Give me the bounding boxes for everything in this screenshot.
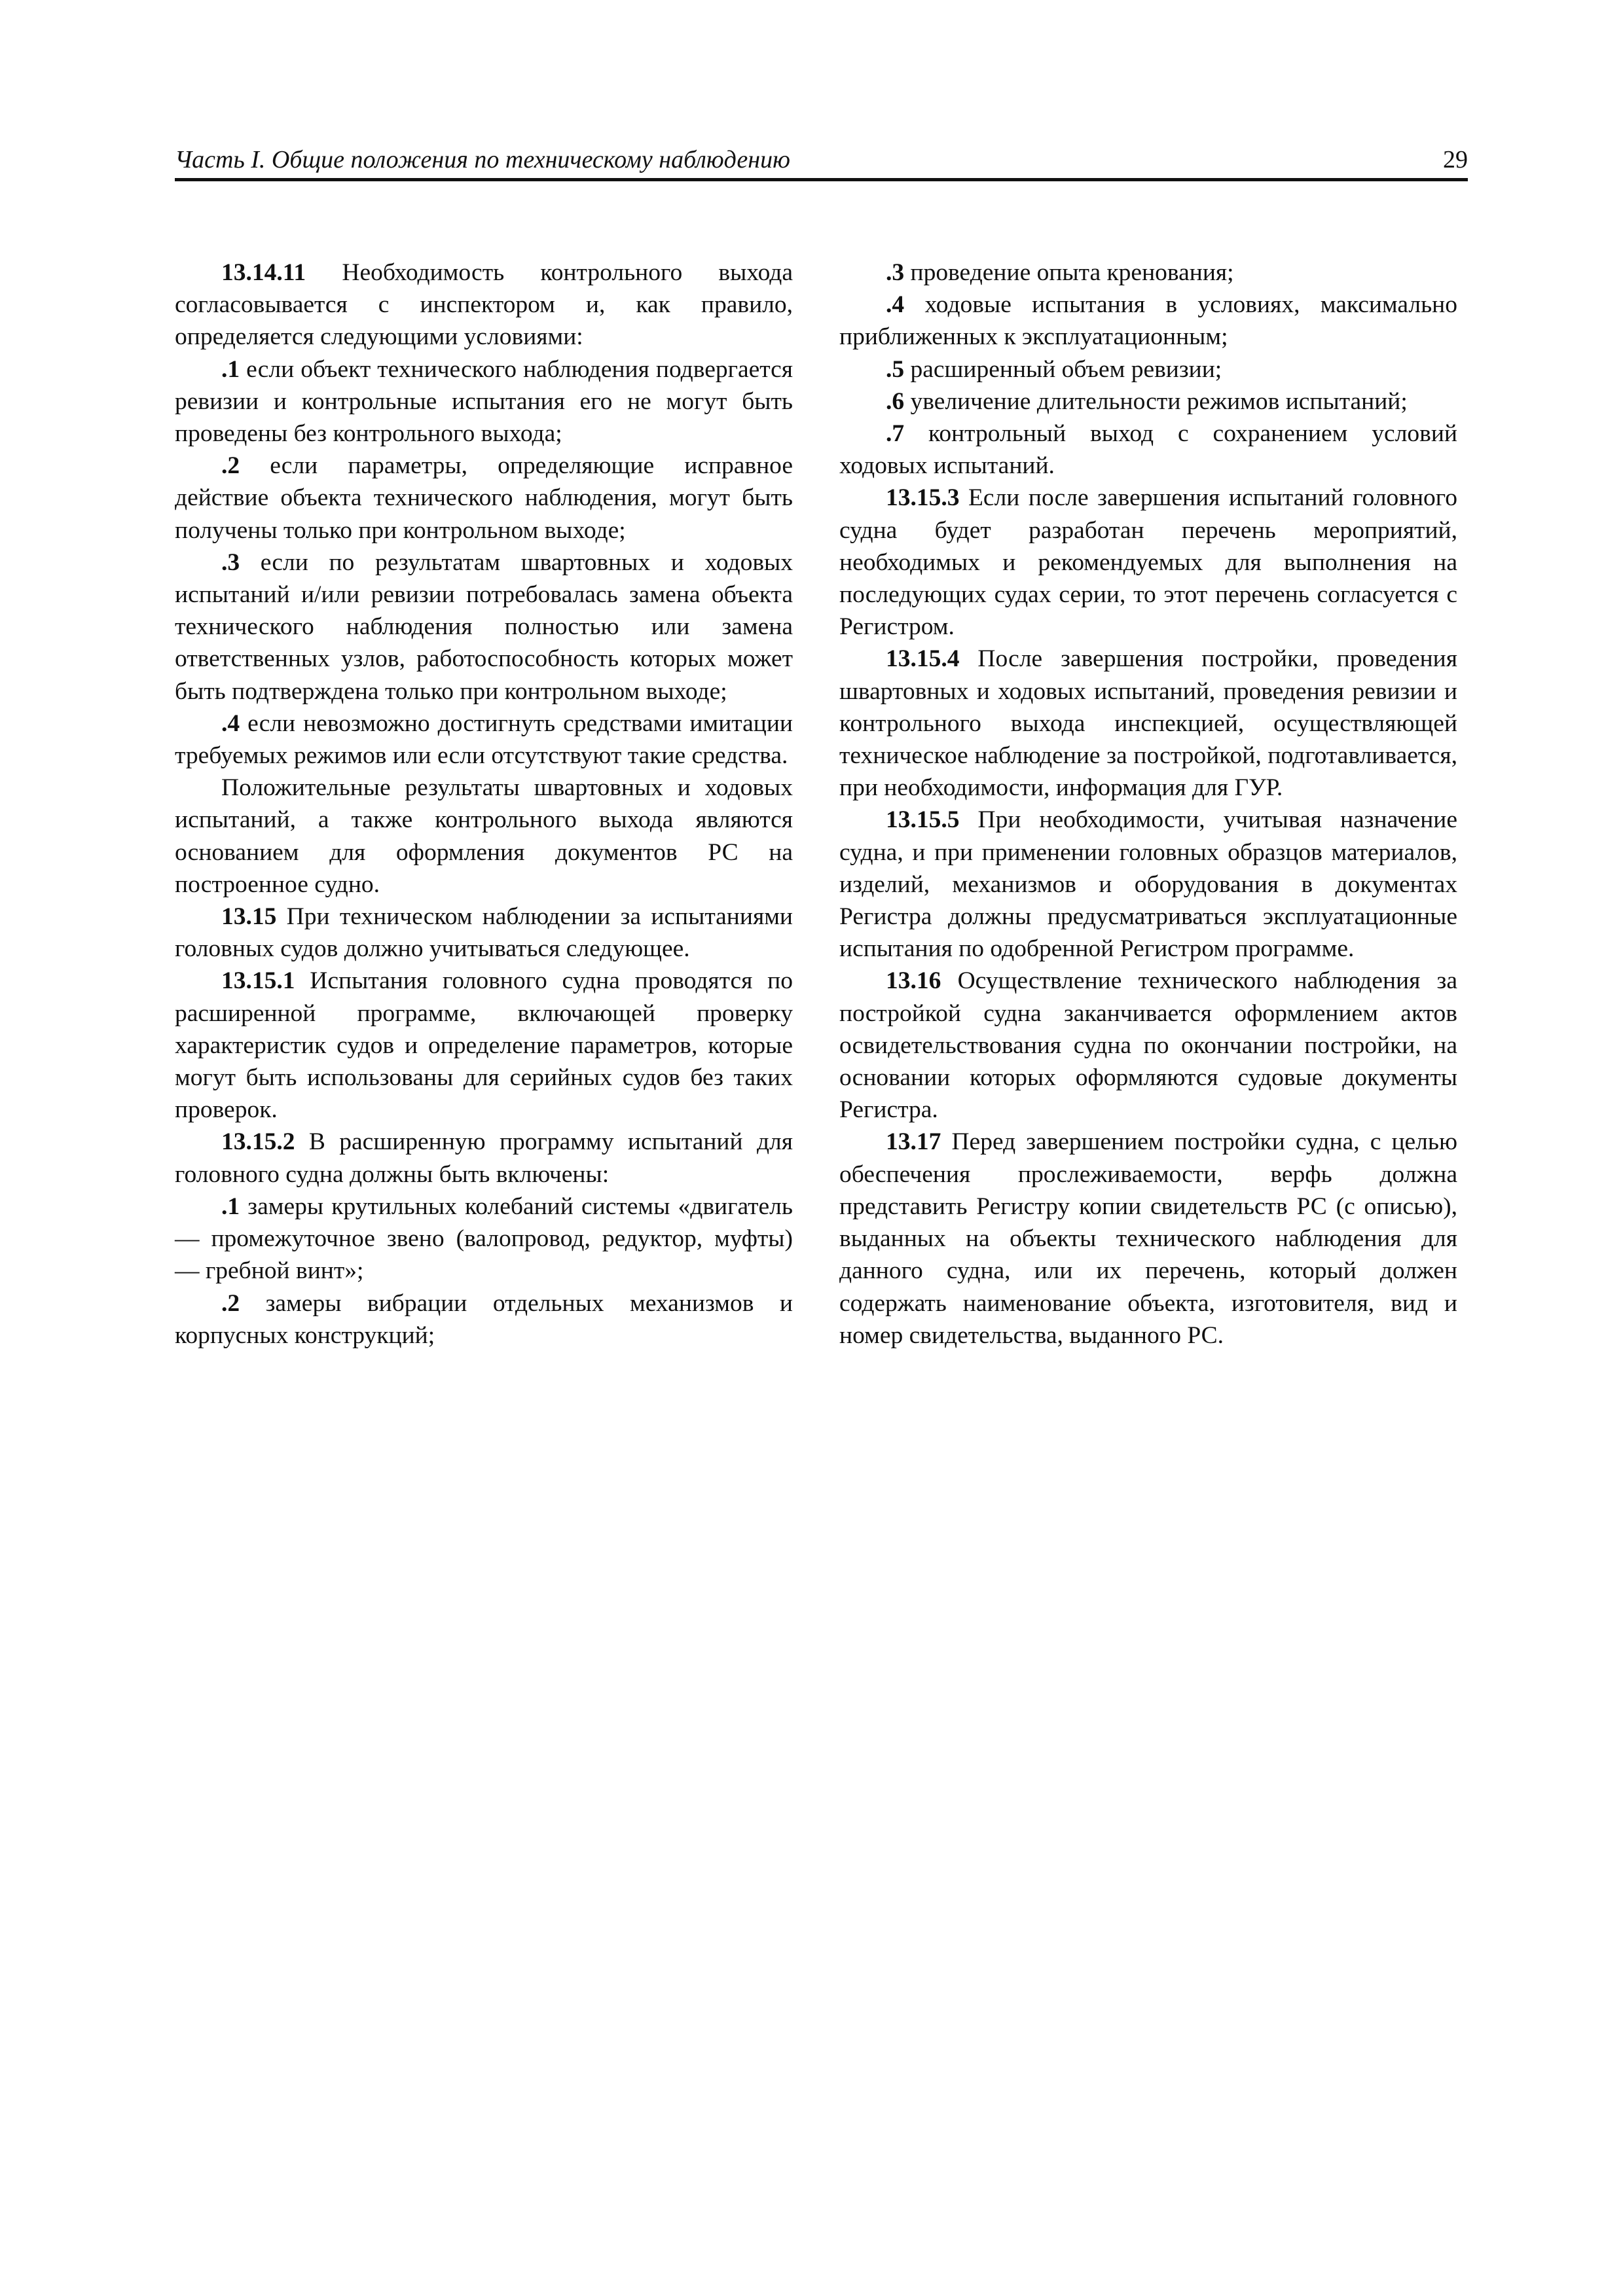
paragraph: 13.14.11 Необходимость контрольного выхода согласовывается с инспектором и, как правило, определяется следующими условиями: (175, 259, 793, 351)
list-item: .7 контрольный выход с сохранением условий ходовых испытаний. (839, 420, 1457, 480)
paragraph: 13.15.2 В расширенную программу испытаний для головного судна должны быть включены: (175, 1128, 793, 1188)
header-title: Часть I. Общие положения по техническому наблюдению (175, 146, 790, 173)
list-item: .1 замеры крутильных колебаний системы «двигатель — промежуточное звено (валопровод, редуктор, муфты) — гребной винт»; (175, 1193, 793, 1285)
list-item: .1 если объект технического наблюдения подвергается ревизии и контрольные испытания его не могут быть проведены без контрольного выхода; (175, 355, 793, 448)
paragraph: 13.15.5 При необходимости, учитывая назначение судна, и при применении головных образцов материалов, изделий, механизмов и оборудования в документах Регистра должны предусматриваться эксплуатационные испытания по одобренной Регистром программе. (839, 806, 1457, 963)
running-header (175, 144, 1468, 181)
list-item: .5 расширенный объем ревизии; (886, 355, 1222, 383)
paragraph: Положительные результаты швартовных и ходовых испытаний, а также контрольного выхода являются основанием для оформления документов РС на построенное судно. (175, 774, 793, 898)
list-item: .4 ходовые испытания в условиях, максимально приближенных к эксплуатационным; (839, 291, 1457, 351)
paragraph: 13.15.3 Если после завершения испытаний головного судна будет разработан перечень мероприятий, необходимых и рекомендуемых для выполнения на последующих судах серии, то этот перечень согласуется с Регистром. (839, 484, 1457, 641)
paragraph: 13.15.4 После завершения постройки, проведения швартовных и ходовых испытаний, проведения ревизии и контрольного выхода инспекцией, осуществляющей техническое наблюдение за постройкой, подготавливается, при необходимости, информация для ГУР. (839, 645, 1457, 802)
left-column (175, 257, 793, 1352)
list-item: .6 увеличение длительности режимов испытаний; (886, 387, 1408, 415)
paragraph: 13.17 Перед завершением постройки судна, с целью обеспечения прослеживаемости, верфь должна представить Регистру копии свидетельств РС (с описью), выданных на объекты технического наблюдения для данного судна, или их перечень, который должен содержать наименование объекта, изготовителя, вид и номер свидетельства, выданного РС. (839, 1128, 1457, 1349)
list-item: .2 если параметры, определяющие исправное действие объекта технического наблюдения, могут быть получены только при контрольном выходе; (175, 452, 793, 544)
list-item: .3 проведение опыта кренования; (886, 259, 1234, 286)
list-item: .4 если невозможно достигнуть средствами имитации требуемых режимов или если отсутствуют такие средства. (175, 709, 793, 770)
paragraph: 13.15.1 Испытания головного судна проводятся по расширенной программе, включающей проверку характеристик судов и определение параметров, которые могут быть использованы для серийных судов без таких проверок. (175, 967, 793, 1124)
list-item: .2 замеры вибрации отдельных механизмов и корпусных конструкций; (175, 1289, 793, 1349)
right-column (839, 257, 1457, 1352)
paragraph: 13.15 При техническом наблюдении за испытаниями головных судов должно учитываться следующее. (175, 903, 793, 963)
list-item: .3 если по результатам швартовных и ходовых испытаний и/или ревизии потребовалась замена объекта технического наблюдения полностью или замена ответственных узлов, работоспособность которых может быть подтверждена только при контрольном выходе; (175, 548, 793, 705)
paragraph: 13.16 Осуществление технического наблюдения за постройкой судна заканчивается оформлением актов освидетельствования судна по окончании постройки, на основании которых оформляются судовые документы Регистра. (839, 967, 1457, 1124)
page-number: 29 (1443, 146, 1468, 173)
